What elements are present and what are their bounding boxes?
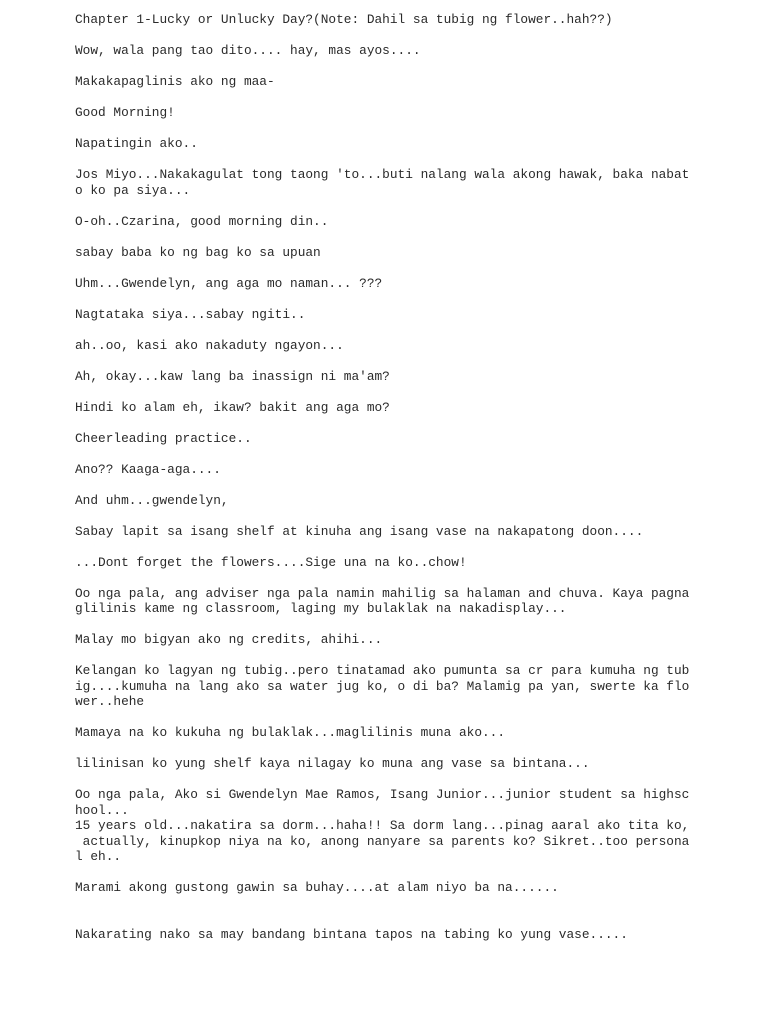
paragraph: Nagtataka siya...sabay ngiti.. — [75, 306, 306, 322]
paragraph: ah..oo, kasi ako nakaduty ngayon... — [75, 337, 344, 353]
paragraph: Oo nga pala, Ako si Gwendelyn Mae Ramos, Isang Junior...junior student sa highsc hool... — [75, 787, 690, 818]
paragraph: Marami akong gustong gawin sa buhay....at alam niyo ba na...... — [75, 880, 559, 895]
paragraph: Nakarating nako sa may bandang bintana tapos na tabing ko yung vase..... — [75, 926, 628, 942]
paragraph: And uhm...gwendelyn, — [75, 492, 229, 508]
paragraph: Hindi ko alam eh, ikaw? bakit ang aga mo? — [75, 399, 390, 415]
paragraph: 15 years old...nakatira sa dorm...haha!! Sa dorm lang...pinag aaral ako tita ko, actually, kinupkop niya na ko, anong nanyare sa parents ko? Sikret..too persona l eh.. — [75, 818, 690, 864]
paragraph: Ah, okay...kaw lang ba inassign ni ma'am? — [75, 368, 390, 384]
paragraph: Ano?? Kaaga-aga.... — [75, 461, 221, 477]
story-text-column — [75, 12, 690, 958]
paragraph: ...Dont forget the flowers....Sige una na ko..chow! — [75, 554, 467, 570]
paragraph: sabay baba ko ng bag ko sa upuan — [75, 244, 321, 260]
paragraph: Malay mo bigyan ako ng credits, ahihi... — [75, 632, 383, 647]
paragraph: Uhm...Gwendelyn, ang aga mo naman... ??? — [75, 275, 383, 291]
paragraph: Sabay lapit sa isang shelf at kinuha ang isang vase na nakapatong doon.... — [75, 523, 644, 539]
paragraph: Mamaya na ko kukuha ng bulaklak...maglilinis muna ako... — [75, 725, 506, 740]
paragraph: Makakapaglinis ako ng maa- — [75, 74, 275, 89]
paragraph: Napatingin ako.. — [75, 136, 198, 151]
paragraph: Kelangan ko lagyan ng tubig..pero tinatamad ako pumunta sa cr para kumuha ng tub ig....kumuha na lang ako sa water jug ko, o di ba? Malamig pa yan, swerte ka flo wer..hehe — [75, 663, 690, 709]
paragraph: O-oh..Czarina, good morning din.. — [75, 213, 329, 229]
paragraph: lilinisan ko yung shelf kaya nilagay ko muna ang vase sa bintana... — [75, 756, 590, 771]
paragraph: Good Morning! — [75, 105, 175, 120]
paragraph: Cheerleading practice.. — [75, 430, 252, 446]
paragraph: Wow, wala pang tao dito.... hay, mas ayos.... — [75, 43, 421, 58]
paragraph: Jos Miyo...Nakakagulat tong taong 'to...buti nalang wala akong hawak, baka nabat o ko pa siya... — [75, 167, 690, 198]
chapter-title: Chapter 1-Lucky or Unlucky Day?(Note: Dahil sa tubig ng flower..hah??) — [75, 12, 613, 27]
paragraph: Oo nga pala, ang adviser nga pala namin mahilig sa halaman and chuva. Kaya pagna glilinis kame ng classroom, laging my bulaklak na nakadisplay... — [75, 585, 690, 616]
